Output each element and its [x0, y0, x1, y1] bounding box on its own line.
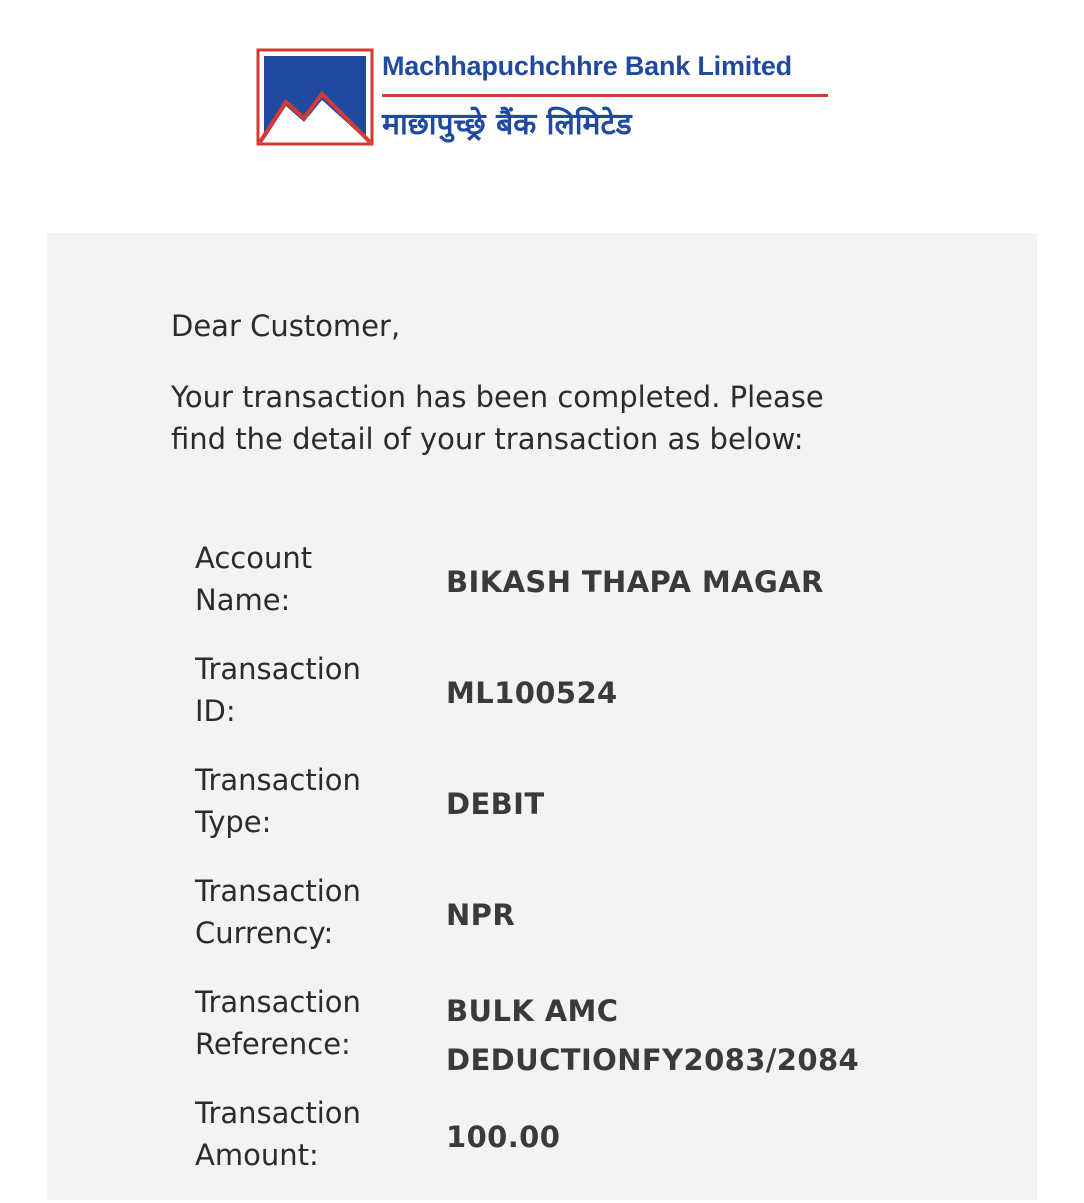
detail-value: NPR	[446, 898, 516, 932]
detail-label: Transaction Currency:	[195, 874, 361, 950]
detail-label: Account Name:	[195, 541, 313, 617]
detail-row-transaction-reference	[195, 981, 915, 1092]
detail-row-transaction-amount	[195, 1092, 915, 1203]
detail-value: ML100524	[446, 676, 618, 710]
detail-value: BIKASH THAPA MAGAR	[446, 565, 824, 599]
bank-name-nepali: माछापुच्छ्रे बैंक लिमिटेड	[382, 107, 632, 142]
detail-label: Transaction ID:	[195, 652, 361, 728]
detail-row-transaction-id	[195, 648, 915, 759]
logo-divider	[382, 94, 828, 97]
detail-value: DEBIT	[446, 787, 545, 821]
detail-row-account-name	[195, 537, 915, 648]
detail-value: BULK AMC DEDUCTIONFY2083/2084	[446, 994, 860, 1077]
bank-logo	[256, 48, 836, 148]
detail-row-transaction-currency	[195, 870, 915, 981]
detail-value: 100.00	[446, 1120, 561, 1154]
transaction-details-table	[195, 537, 915, 1203]
message-text: Your transaction has been completed. Please find the detail of your transaction as below:	[171, 380, 824, 456]
detail-row-transaction-type	[195, 759, 915, 870]
detail-label: Transaction Amount:	[195, 1096, 361, 1172]
greeting-text: Dear Customer,	[171, 309, 401, 343]
bank-name-english: Machhapuchchhre Bank Limited	[382, 51, 792, 81]
detail-label: Transaction Type:	[195, 763, 361, 839]
detail-label: Transaction Reference:	[195, 985, 361, 1061]
email-body-card	[47, 233, 1037, 1200]
mountain-logo-icon	[256, 48, 374, 146]
